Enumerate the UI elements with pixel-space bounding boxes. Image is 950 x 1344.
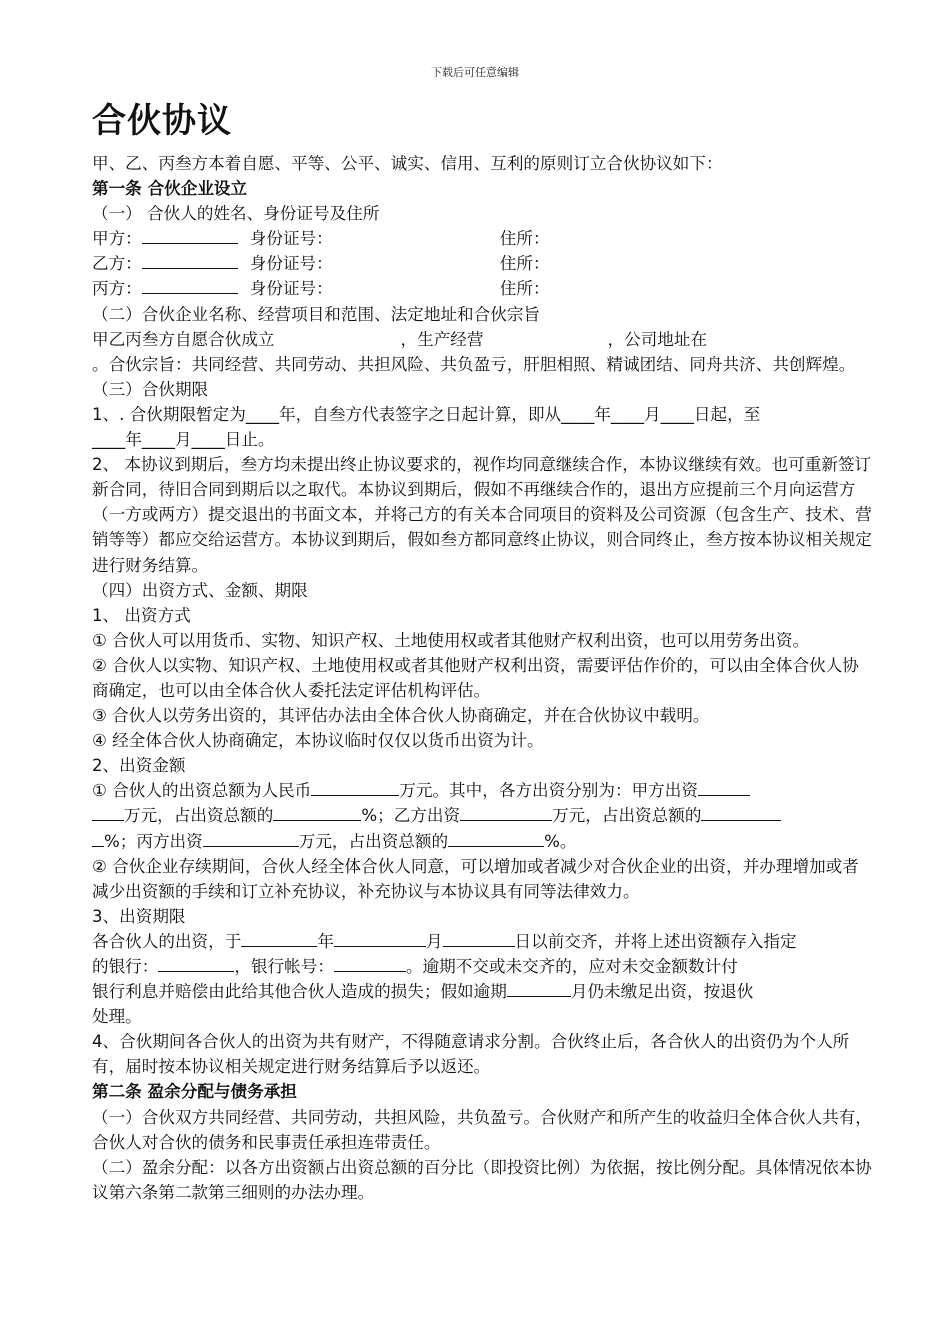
deadline-line-4: 处理。 [92, 1007, 142, 1027]
bank-account-blank [334, 954, 406, 972]
s2-text-c: ，公司地址在 [607, 329, 708, 349]
contribution-ownership: 4、合伙期间各合伙人的出资为共有财产，不得随意请求分割。合伙终止后，各合伙人的出资仍为个人所有，届时按本协议相关规定进行财务结算后予以返还。 [92, 1032, 850, 1077]
party-c-amount-blank [203, 829, 299, 847]
contribution-amount-heading: 2、出资金额 [92, 756, 186, 776]
party-c-percent-blank [448, 829, 544, 847]
section-1-heading: （一） 合伙人的姓名、身份证号及住所 [92, 204, 380, 224]
amount-text-3: 万元，占出资总额的 [124, 806, 274, 826]
party-b-address-label: 住所： [499, 254, 550, 274]
amount-text-6: %；丙方出资 [104, 831, 203, 851]
s2-text-b: ，生产经营 [400, 329, 484, 349]
party-b-id-label: 身份证号： [249, 254, 333, 274]
party-b-percent-blank [701, 803, 781, 821]
deadline-text-5: 的银行： [92, 957, 159, 976]
party-c-name-blank [142, 276, 238, 294]
overdue-month-blank [507, 979, 571, 997]
bank-name-blank [158, 954, 234, 972]
deadline-line-2 [92, 954, 872, 979]
contribution-deadline-heading: 3、出资期限 [92, 906, 186, 926]
party-a-amount-blank [698, 778, 750, 796]
party-a-address-label: 住所： [499, 229, 550, 249]
amount-text-4: %；乙方出资 [361, 806, 461, 826]
document-title: 合伙协议 [92, 101, 232, 141]
party-a-label: 甲方： [92, 229, 142, 249]
amount-text-2: 万元。其中，各方出资分别为：甲方出资 [399, 781, 698, 801]
contribution-method-1: ① 合伙人可以用货币、实物、知识产权、土地使用权或者其他财产权利出资，也可以用劳务出资。 [92, 630, 810, 650]
contribution-method-3: ③ 合伙人以劳务出资的，其评估办法由全体合伙人协商确定，并在合伙协议中载明。 [92, 706, 710, 726]
deadline-text-2: 年 [317, 931, 334, 951]
deadline-day-blank [443, 929, 515, 947]
s2-text-a: 甲乙丙叁方自愿合伙成立 [92, 329, 275, 349]
article-2-paragraph-2: （二）盈余分配：以各方出资额占出资总额的百分比（即投资比例）为依据，按比例分配。具体情况依本协议第六条第二款第三细则的办法办理。 [92, 1157, 872, 1202]
article-2-heading: 第二条 盈余分配与债务承担 [92, 1082, 297, 1102]
amount-text-5: 万元，占出资总额的 [552, 806, 702, 826]
party-b-label: 乙方： [92, 254, 142, 274]
section-3-paragraph-2: 2、 本协议到期后，叁方均未提出终止协议要求的，视作均同意继续合作，本协议继续有效。也可重新签订新合同，待旧合同到期后以之取代。本协议到期后，假如不再继续合作的，退出方应提前三个月向运营方（一方或两方）提交退出的书面文本，并将己方的有关本合同项目的资料及公司资源（包含生产、技术、营销等等）都应交给运营方。本协议到期后，假如叁方都同意终止协议，则合同终止，叁方按本协议相关规定进行财务结算。 [92, 455, 872, 575]
deadline-text-6: ，银行帐号： [234, 957, 334, 976]
section-2-heading: （二）合伙企业名称、经营项目和范围、法定地址和合伙宗旨 [92, 304, 541, 324]
deadline-line-1 [92, 929, 872, 954]
party-b-row [92, 251, 872, 276]
party-c-label: 丙方： [92, 279, 142, 299]
amount-text-1: ① 合伙人的出资总额为人民币 [92, 781, 312, 801]
party-b-percent-blank-cont [92, 829, 104, 847]
contribution-amount-line-2 [92, 803, 872, 828]
contribution-amount-line-3 [92, 829, 872, 854]
section-4-heading: （四）出资方式、金额、期限 [92, 580, 308, 600]
deadline-month-blank [334, 929, 426, 947]
deadline-text-3: 月 [425, 931, 443, 951]
contribution-method-2: ② 合伙人以实物、知识产权、土地使用权或者其他财产权利出资，需要评估作价的，可以由全体合伙人协商确定，也可以由全体合伙人委托法定评估机构评估。 [92, 655, 859, 700]
section-3-heading: （三）合伙期限 [92, 379, 209, 399]
party-c-id-label: 身份证号： [249, 279, 333, 299]
deadline-text-9: 月仍未缴足出资，按退伙 [570, 982, 754, 1002]
article-1-heading: 第一条 合伙企业设立 [92, 179, 248, 199]
deadline-year-blank [241, 929, 317, 947]
total-amount-blank [311, 778, 399, 796]
party-a-amount-blank-cont [92, 803, 124, 821]
article-2-paragraph-1: （一）合伙双方共同经营、共同劳动，共担风险，共负盈亏。合伙财产和所产生的收益归全体合伙人共有，合伙人对合伙的债务和民事责任承担连带责任。 [92, 1107, 872, 1152]
document-body [92, 97, 872, 1205]
party-b-name-blank [142, 251, 238, 269]
party-b-amount-blank [460, 803, 552, 821]
party-c-row [92, 276, 872, 301]
party-a-percent-blank [273, 803, 361, 821]
deadline-text-7: 。逾期不交或未交齐的，应对未交金额数计付 [405, 957, 738, 976]
party-a-id-label: 身份证号： [249, 229, 333, 249]
contribution-amount-line-1 [92, 778, 872, 803]
section-3-line-2: ____年____月____日止。 [92, 430, 275, 450]
contribution-method-4: ④ 经全体合伙人协商确定，本协议临时仅仅以货币出资为计。 [92, 731, 544, 751]
deadline-text-4: 日以前交齐，并将上述出资额存入指定 [514, 931, 797, 951]
party-a-row [92, 226, 872, 251]
section-2-purpose: 。合伙宗旨：共同经营、共同劳动、共担风险、共负盈亏，肝胆相照、精诚团结、同舟共济、共创辉煌。 [92, 354, 856, 374]
page-header-note: 下载后可任意编辑 [431, 66, 519, 79]
party-c-address-label: 住所： [499, 279, 550, 299]
contribution-method-heading: 1、 出资方式 [92, 605, 191, 625]
intro-paragraph: 甲、乙、丙叁方本着自愿、平等、公平、诚实、信用、互利的原则订立合伙协议如下： [92, 154, 723, 173]
section-3-line-1: 1、. 合伙期限暂定为____年，自叁方代表签字之日起计算，即从____年____月____日起，至 [92, 404, 761, 424]
amount-text-8: %。 [544, 831, 577, 851]
party-a-name-blank [142, 226, 238, 244]
deadline-text-8: 银行利息并赔偿由此给其他合伙人造成的损失；假如逾期 [92, 982, 507, 1002]
deadline-text-1: 各合伙人的出资，于 [92, 931, 242, 951]
section-2-line-1 [92, 327, 872, 352]
contribution-amount-2: ② 合伙企业存续期间，合伙人经全体合伙人同意，可以增加或者减少对合伙企业的出资，并办理增加或者减少出资额的手续和订立补充协议，补充协议与本协议具有同等法律效力。 [92, 856, 859, 901]
amount-text-7: 万元，占出资总额的 [298, 831, 449, 851]
deadline-line-3 [92, 979, 872, 1004]
